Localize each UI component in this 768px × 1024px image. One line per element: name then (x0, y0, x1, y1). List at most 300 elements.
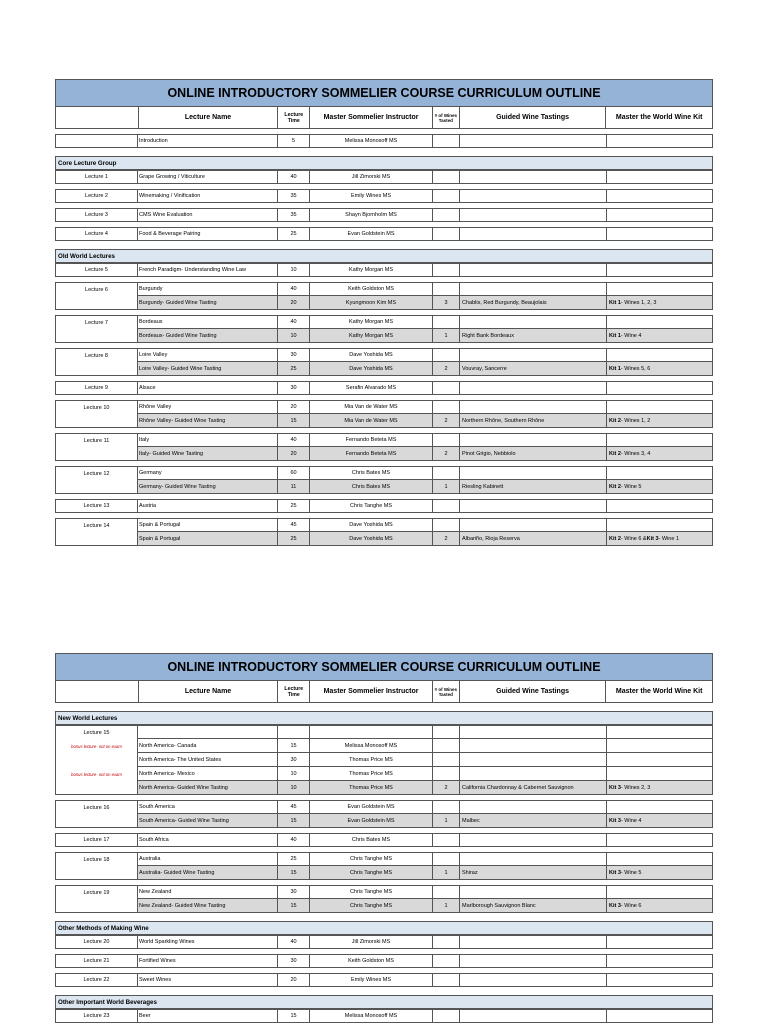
header-guided-tastings: Guided Wine Tastings (460, 681, 607, 702)
wines-count-cell: 1 (433, 480, 460, 494)
lecture-number-cell: Lecture 10 (55, 400, 138, 414)
kit-cell (607, 852, 713, 866)
instructor-cell: Dave Yoshida MS (310, 362, 433, 376)
section-header: Old World Lectures (55, 249, 713, 263)
lecture-time-cell: 40 (278, 433, 310, 447)
lecture-name-cell: Spain & Portugal (138, 532, 278, 546)
lecture-time-cell: 35 (278, 208, 310, 222)
section-gap (55, 148, 713, 156)
table-row (55, 189, 713, 203)
wines-count-cell: 2 (433, 532, 460, 546)
tasting-cell (460, 263, 607, 277)
header-lecture-time: Lecture Time (278, 681, 310, 702)
lecture-name-cell: New Zealand (138, 885, 278, 899)
wines-count-cell (433, 208, 460, 222)
kit-label: Kit 2 (609, 417, 621, 424)
table-row (55, 899, 713, 913)
table-row (55, 329, 713, 343)
instructor-cell: Chris Bates MS (310, 466, 433, 480)
lecture-name-cell: Alsace (138, 381, 278, 395)
lecture-number-cell (55, 134, 138, 148)
page-title: ONLINE INTRODUCTORY SOMMELIER COURSE CURRICULUM OUTLINE (55, 79, 713, 107)
kit-cell (607, 414, 713, 428)
kit-label: Kit 2 (609, 450, 621, 457)
lecture-number-cell (55, 447, 138, 461)
lecture-number-cell: Lecture 22 (55, 973, 138, 987)
kit-cell (607, 170, 713, 184)
instructor-cell: Kyungmoon Kim MS (310, 296, 433, 310)
tasting-cell (460, 499, 607, 513)
lecture-number-cell (55, 753, 138, 767)
wines-count-cell (433, 518, 460, 532)
lecture-name-cell: Bordeaux- Guided Wine Tasting (138, 329, 278, 343)
lecture-time-cell: 60 (278, 466, 310, 480)
table-row (55, 885, 713, 899)
kit-wines: - Wine 5 (620, 483, 642, 490)
section-gap (55, 703, 713, 711)
lecture-name-cell: Grape Growing / Viticulture (138, 170, 278, 184)
kit-cell (607, 935, 713, 949)
lecture-time-cell: 11 (278, 480, 310, 494)
kit-cell (607, 227, 713, 241)
lecture-name-cell: Burgundy- Guided Wine Tasting (138, 296, 278, 310)
lecture-number-cell: Lecture 9 (55, 381, 138, 395)
instructor-cell: Chris Bates MS (310, 833, 433, 847)
kit-cell (607, 753, 713, 767)
lecture-time-cell: 40 (278, 935, 310, 949)
kit-label: Kit 3 (609, 869, 621, 876)
instructor-cell: Chris Tanghe MS (310, 866, 433, 880)
wines-count-cell (433, 800, 460, 814)
table-row (55, 263, 713, 277)
header-lecture-name: Lecture Name (139, 107, 279, 128)
tasting-cell (460, 208, 607, 222)
tasting-cell: Shiraz (460, 866, 607, 880)
header-lecture-name: Lecture Name (139, 681, 279, 702)
instructor-cell: Keith Goldston MS (310, 282, 433, 296)
kit-cell (607, 899, 713, 913)
kit-cell (607, 767, 713, 781)
lecture-number-cell (55, 781, 138, 795)
kit-wines: - Wines 1, 2, 3 (620, 299, 657, 306)
instructor-cell: Evan Goldstein MS (310, 227, 433, 241)
kit-cell (607, 499, 713, 513)
wines-count-cell (433, 739, 460, 753)
instructor-cell: Chris Tanghe MS (310, 885, 433, 899)
tasting-cell (460, 227, 607, 241)
instructor-cell: Thomas Price MS (310, 753, 433, 767)
lecture-time-cell: 25 (278, 362, 310, 376)
tasting-cell (460, 800, 607, 814)
section-gap (55, 987, 713, 995)
kit-label: Kit 3 (609, 902, 621, 909)
kit-label: Kit 3 (609, 784, 621, 791)
kit-cell (607, 532, 713, 546)
table-row (55, 414, 713, 428)
wines-count-cell (433, 263, 460, 277)
header-lecture-number (56, 107, 139, 128)
kit-cell (607, 282, 713, 296)
lecture-number-cell: Lecture 4 (55, 227, 138, 241)
instructor-cell: Emily Wines MS (310, 189, 433, 203)
table-row (55, 499, 713, 513)
lecture-time-cell: 25 (278, 852, 310, 866)
table-row (55, 296, 713, 310)
instructor-cell: Shayn Bjornholm MS (310, 208, 433, 222)
wines-count-cell (433, 767, 460, 781)
tasting-cell (460, 753, 607, 767)
lecture-number-cell: Lecture 19 (55, 885, 138, 899)
lecture-time-cell: 40 (278, 833, 310, 847)
lecture-name-cell: Fortified Wines (138, 954, 278, 968)
instructor-cell: Chris Tanghe MS (310, 499, 433, 513)
wines-count-cell (433, 381, 460, 395)
table-row (55, 362, 713, 376)
wines-count-cell (433, 282, 460, 296)
lecture-number-cell: Lecture 18 (55, 852, 138, 866)
instructor-cell: Mia Van de Water MS (310, 400, 433, 414)
wines-count-cell: 1 (433, 899, 460, 913)
tasting-cell: Marlborough Sauvignon Blanc (460, 899, 607, 913)
table-row (55, 282, 713, 296)
wines-count-cell (433, 227, 460, 241)
lecture-number-cell: Lecture 12 (55, 466, 138, 480)
lecture-number-cell (55, 329, 138, 343)
instructor-cell: Dave Yoshida MS (310, 532, 433, 546)
instructor-cell: Dave Yoshida MS (310, 518, 433, 532)
wines-count-cell (433, 973, 460, 987)
lecture-name-cell: Rhône Valley (138, 400, 278, 414)
kit-cell (607, 518, 713, 532)
tasting-cell (460, 885, 607, 899)
lecture-time-cell: 5 (278, 134, 310, 148)
wines-count-cell (433, 833, 460, 847)
section-header: Other Important World Beverages (55, 995, 713, 1009)
kit-cell (607, 447, 713, 461)
kit-cell (607, 296, 713, 310)
lecture-time-cell: 40 (278, 282, 310, 296)
kit-cell (607, 362, 713, 376)
instructor-cell: Fernando Beteta MS (310, 433, 433, 447)
kit-cell (607, 263, 713, 277)
lecture-number-cell: Lecture 15 (55, 725, 138, 739)
kit-cell (607, 348, 713, 362)
instructor-cell: Dave Yoshida MS (310, 348, 433, 362)
lecture-name-cell: World Sparkling Wines (138, 935, 278, 949)
lecture-time-cell: 15 (278, 739, 310, 753)
tasting-cell: Right Bank Bordeaux (460, 329, 607, 343)
lecture-number-cell (55, 480, 138, 494)
tasting-cell: Chablis, Red Burgundy, Beaujolais (460, 296, 607, 310)
lecture-time-cell: 20 (278, 973, 310, 987)
table-row (55, 800, 713, 814)
header-wine-kit: Master the World Wine Kit (615, 688, 703, 695)
instructor-cell (310, 725, 433, 739)
section-gap (55, 241, 713, 249)
kit-wines: - Wines 2, 3 (620, 784, 651, 791)
tasting-cell: Albariño, Rioja Reserva (460, 532, 607, 546)
lecture-time-cell: 15 (278, 899, 310, 913)
table-row (55, 480, 713, 494)
instructor-cell: Evan Goldstein MS (310, 800, 433, 814)
tasting-cell: Northern Rhône, Southern Rhône (460, 414, 607, 428)
kit-cell (607, 466, 713, 480)
lecture-number-cell (55, 814, 138, 828)
table-row (55, 753, 713, 767)
wines-count-cell: 3 (433, 296, 460, 310)
tasting-cell (460, 282, 607, 296)
kit-cell (607, 866, 713, 880)
instructor-cell: Fernando Beteta MS (310, 447, 433, 461)
page-2 (55, 653, 713, 1023)
kit-label: Kit 1 (609, 299, 621, 306)
kit-wines: - Wine 6 & (620, 535, 647, 542)
section-header: New World Lectures (55, 711, 713, 725)
kit-cell (607, 833, 713, 847)
instructor-cell: Emily Wines MS (310, 973, 433, 987)
lecture-time-cell: 15 (278, 1009, 310, 1023)
lecture-number-cell: Lecture 1 (55, 170, 138, 184)
wines-count-cell: 1 (433, 329, 460, 343)
table-row (55, 208, 713, 222)
tasting-cell: Malbec (460, 814, 607, 828)
kit-wines: - Wine 4 (620, 817, 642, 824)
kit-cell (607, 208, 713, 222)
bonus-note: bonus lecture- not on exam (55, 767, 138, 781)
instructor-cell: Jill Zimorski MS (310, 935, 433, 949)
lecture-name-cell: Bordeaux (138, 315, 278, 329)
kit-cell (607, 480, 713, 494)
lecture-time-cell: 35 (278, 189, 310, 203)
tasting-cell (460, 739, 607, 753)
tasting-cell (460, 433, 607, 447)
kit-wines: - Wine 4 (620, 332, 642, 339)
lecture-name-cell: South Africa (138, 833, 278, 847)
lecture-number-cell: Lecture 23 (55, 1009, 138, 1023)
kit-cell (607, 134, 713, 148)
kit-cell (607, 433, 713, 447)
lecture-time-cell: 15 (278, 414, 310, 428)
table-row (55, 954, 713, 968)
table-row (55, 1009, 713, 1023)
kit-label: Kit 2 (609, 535, 621, 542)
table-row (55, 767, 713, 781)
lecture-name-cell: Loire Valley- Guided Wine Tasting (138, 362, 278, 376)
header-lecture-number (56, 681, 139, 702)
instructor-cell: Serafin Alvarado MS (310, 381, 433, 395)
instructor-cell: Kathy Morgan MS (310, 315, 433, 329)
lecture-number-cell: Lecture 13 (55, 499, 138, 513)
tasting-cell (460, 466, 607, 480)
instructor-cell: Jill Zimorski MS (310, 170, 433, 184)
lecture-name-cell: South America (138, 800, 278, 814)
kit-cell (607, 739, 713, 753)
kit-cell (607, 1009, 713, 1023)
table-row (55, 381, 713, 395)
kit-wines: - Wine 6 (620, 902, 642, 909)
lecture-name-cell: New Zealand- Guided Wine Tasting (138, 899, 278, 913)
lecture-time-cell: 10 (278, 329, 310, 343)
kit-cell (607, 315, 713, 329)
lecture-number-cell: Lecture 21 (55, 954, 138, 968)
lecture-number-cell: Lecture 8 (55, 348, 138, 362)
table-row (55, 781, 713, 795)
kit-wines: - Wines 3, 4 (620, 450, 651, 457)
lecture-name-cell: North America- Guided Wine Tasting (138, 781, 278, 795)
table-row (55, 315, 713, 329)
instructor-cell: Chris Tanghe MS (310, 899, 433, 913)
kit-cell (607, 189, 713, 203)
lecture-time-cell: 30 (278, 381, 310, 395)
lecture-time-cell: 10 (278, 781, 310, 795)
table-row (55, 725, 713, 739)
wines-count-cell (433, 348, 460, 362)
lecture-name-cell: Italy- Guided Wine Tasting (138, 447, 278, 461)
wines-count-cell (433, 885, 460, 899)
wines-count-cell: 2 (433, 362, 460, 376)
lecture-time-cell: 40 (278, 315, 310, 329)
lecture-number-cell: Lecture 6 (55, 282, 138, 296)
header-wines-tasted: # of Wines Tasted (433, 107, 460, 128)
lecture-time-cell: 25 (278, 532, 310, 546)
lecture-name-cell: Austria (138, 499, 278, 513)
header-guided-tastings: Guided Wine Tastings (460, 107, 607, 128)
table-row (55, 973, 713, 987)
instructor-cell: Keith Goldston MS (310, 954, 433, 968)
lecture-name-cell: French Paradigm- Understanding Wine Law (138, 263, 278, 277)
kit-label: Kit 1 (609, 332, 621, 339)
intro-row (55, 134, 713, 148)
lecture-name-cell: Food & Beverage Pairing (138, 227, 278, 241)
lecture-time-cell: 40 (278, 170, 310, 184)
lecture-name-cell: Germany- Guided Wine Tasting (138, 480, 278, 494)
lecture-name-cell: Australia- Guided Wine Tasting (138, 866, 278, 880)
wines-count-cell: 1 (433, 814, 460, 828)
tasting-cell (460, 381, 607, 395)
tasting-cell: Pinot Grigio, Nebbiolo (460, 447, 607, 461)
wines-count-cell (433, 954, 460, 968)
lecture-number-cell: Lecture 16 (55, 800, 138, 814)
tasting-cell (460, 134, 607, 148)
lecture-name-cell (138, 725, 278, 739)
table-row (55, 532, 713, 546)
instructor-cell: Mia Van de Water MS (310, 414, 433, 428)
tasting-cell (460, 833, 607, 847)
kit-cell (607, 800, 713, 814)
kit-label: Kit 3 (609, 817, 621, 824)
wines-count-cell: 2 (433, 447, 460, 461)
lecture-name-cell: Spain & Portugal (138, 518, 278, 532)
kit-cell (607, 381, 713, 395)
wines-count-cell (433, 433, 460, 447)
lecture-time-cell: 25 (278, 499, 310, 513)
lecture-number-cell (55, 414, 138, 428)
tasting-cell (460, 400, 607, 414)
tasting-cell: Riesling Kabinett (460, 480, 607, 494)
table-row (55, 866, 713, 880)
lecture-name-cell: Germany (138, 466, 278, 480)
lecture-number-cell: Lecture 7 (55, 315, 138, 329)
table-row (55, 400, 713, 414)
lecture-number-cell: Lecture 17 (55, 833, 138, 847)
lecture-name-cell: Beer (138, 1009, 278, 1023)
lecture-time-cell: 15 (278, 866, 310, 880)
tasting-cell: California Chardonnay & Cabernet Sauvignon (460, 781, 607, 795)
instructor-cell: Thomas Price MS (310, 767, 433, 781)
instructor-cell: Kathy Morgan MS (310, 263, 433, 277)
lecture-number-cell: Lecture 3 (55, 208, 138, 222)
lecture-number-cell (55, 899, 138, 913)
kit-label: Kit 2 (609, 483, 621, 490)
instructor-cell: Kathy Morgan MS (310, 329, 433, 343)
header-instructor: Master Sommelier Instructor (310, 107, 433, 128)
tasting-cell (460, 767, 607, 781)
lecture-name-cell: Winemaking / Vinification (138, 189, 278, 203)
wines-count-cell (433, 753, 460, 767)
column-header-row (55, 681, 713, 703)
tasting-cell (460, 189, 607, 203)
bonus-note: bonus lecture- not on exam (55, 739, 138, 753)
lecture-name-cell: Introduction (138, 134, 278, 148)
tasting-cell (460, 518, 607, 532)
table-row (55, 739, 713, 753)
lecture-time-cell: 30 (278, 753, 310, 767)
lecture-name-cell: Loire Valley (138, 348, 278, 362)
kit-cell (607, 400, 713, 414)
lecture-name-cell: North America- Mexico (138, 767, 278, 781)
kit-cell (607, 781, 713, 795)
lecture-time-cell: 25 (278, 227, 310, 241)
wines-count-cell (433, 189, 460, 203)
table-row (55, 518, 713, 532)
page-1 (55, 79, 713, 546)
lecture-number-cell (55, 532, 138, 546)
lecture-name-cell: Sweet Wines (138, 973, 278, 987)
table-row (55, 348, 713, 362)
tasting-cell (460, 852, 607, 866)
wines-count-cell (433, 725, 460, 739)
instructor-cell: Evan Goldstein MS (310, 814, 433, 828)
lecture-number-cell (55, 296, 138, 310)
lecture-name-cell: Australia (138, 852, 278, 866)
kit-wines: - Wines 5, 6 (620, 365, 651, 372)
lecture-number-cell: Lecture 14 (55, 518, 138, 532)
lecture-number-cell: Lecture 20 (55, 935, 138, 949)
wines-count-cell (433, 400, 460, 414)
tasting-cell: Vouvray, Sancerre (460, 362, 607, 376)
table-row (55, 852, 713, 866)
page-title: ONLINE INTRODUCTORY SOMMELIER COURSE CURRICULUM OUTLINE (55, 653, 713, 681)
tasting-cell (460, 954, 607, 968)
lecture-time-cell: 30 (278, 954, 310, 968)
lecture-name-cell: South America- Guided Wine Tasting (138, 814, 278, 828)
lecture-name-cell: Rhône Valley- Guided Wine Tasting (138, 414, 278, 428)
wines-count-cell (433, 315, 460, 329)
kit-wines: - Wine 1 (658, 535, 680, 542)
kit-wines: - Wines 1, 2 (620, 417, 651, 424)
instructor-cell: Melissa Monosoff MS (310, 1009, 433, 1023)
lecture-name-cell: North America- The United States (138, 753, 278, 767)
table-row (55, 814, 713, 828)
kit-cell (607, 329, 713, 343)
instructor-cell: Melissa Monosoff MS (310, 739, 433, 753)
kit-cell (607, 954, 713, 968)
tasting-cell (460, 1009, 607, 1023)
header-instructor: Master Sommelier Instructor (310, 681, 433, 702)
wines-count-cell (433, 466, 460, 480)
section-header: Core Lecture Group (55, 156, 713, 170)
table-row (55, 447, 713, 461)
